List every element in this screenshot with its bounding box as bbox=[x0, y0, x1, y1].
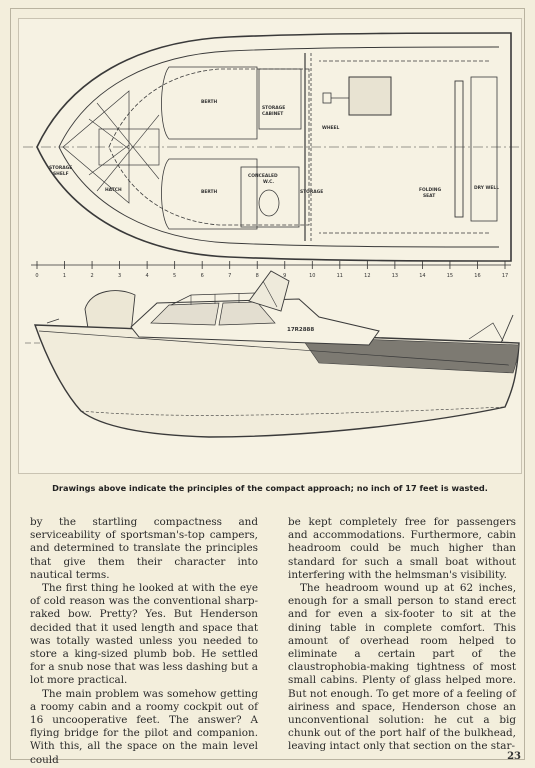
figure-caption: Drawings above indicate the principles of the compact approach; no inch of 17 feet is wasted. bbox=[52, 483, 488, 493]
scale-tick-label: 14 bbox=[419, 273, 426, 279]
scale-tick-label: 5 bbox=[173, 273, 177, 279]
label-berth-bottom: BERTH bbox=[201, 190, 218, 195]
label-storage-cabinet-2: CABINET bbox=[262, 112, 284, 117]
label-wc: W.C. bbox=[263, 180, 275, 185]
plan-labels bbox=[49, 99, 499, 199]
scale-tick-label: 1 bbox=[62, 273, 67, 279]
scale-tick-label: 8 bbox=[255, 273, 259, 279]
boat-plan-and-profile bbox=[19, 19, 523, 475]
scale-tick-label: 0 bbox=[35, 273, 39, 279]
scale-tick-label: 17 bbox=[501, 273, 509, 279]
label-berth-top: BERTH bbox=[201, 100, 218, 105]
registration-number: 17R2888 bbox=[287, 327, 315, 333]
paragraph: be kept completely free for passengers and accommodations. Furthermore, cabin headroom could be much higher than standard for such a small boat without interfering with the helmsman's visibility. bbox=[288, 516, 516, 581]
text-column-right bbox=[288, 516, 516, 754]
paragraph: The first thing he looked at with the eye of cold reason was the conventional sharp-raked bow. Pretty? Yes. But Henderson decided that it used length and space that was totally wasted unless you needed to store a king-sized plumb bob. He settled for a snub nose that was less dashing but a lot more practical. bbox=[30, 582, 258, 687]
scale-tick-label: 4 bbox=[145, 273, 149, 279]
page-number: 23 bbox=[507, 751, 521, 762]
paragraph: by the startling compactness and serviceability of sportsman's-top campers, and determined to translate the principles that give them their character into nautical terms. bbox=[30, 516, 258, 581]
label-folding: FOLDING bbox=[419, 188, 442, 193]
label-wheel: WHEEL bbox=[322, 126, 340, 131]
scale-tick-label: 10 bbox=[309, 273, 316, 279]
scale-tick-label: 3 bbox=[117, 273, 122, 279]
paragraph: The main problem was somehow getting a roomy cabin and a roomy cockpit out of 16 uncooperative feet. The answer? A flying bridge for the pilot and companion. With this, all the space on the main level could bbox=[30, 687, 258, 766]
text-column-left bbox=[30, 516, 258, 767]
scale-tick-label: 15 bbox=[446, 273, 454, 279]
scale-tick-label: 7 bbox=[228, 273, 232, 279]
label-hatch: HATCH bbox=[105, 188, 122, 193]
label-seat: SEAT bbox=[423, 194, 436, 199]
scale-tick-label: 11 bbox=[336, 273, 344, 279]
label-storage-shelf: STORAGE bbox=[49, 166, 73, 171]
boat-drawings bbox=[18, 18, 522, 474]
scale-tick-label: 12 bbox=[364, 273, 371, 279]
label-concealed: CONCEALED bbox=[248, 174, 278, 179]
label-storage-cabinet: STORAGE bbox=[262, 106, 286, 111]
scale-tick-label: 2 bbox=[90, 273, 94, 279]
paragraph: The headroom wound up at 62 inches, enough for a small person to stand erect and for even a six-footer to sit at the dining table in complete comfort. This amount of overhead room helped to eliminate a certain part of the claustrophobia-making tightness of most small cabins. Plenty of glass helped more. But not enough. To get more of a feeling of airiness and space, Henderson chose an unconventional solution: he cut a big chunk out of the port half of the bulkhead, leaving intact only that section on the star- bbox=[288, 582, 516, 753]
scale-tick-label: 13 bbox=[391, 273, 399, 279]
label-dry-well: DRY WELL bbox=[474, 186, 499, 191]
plan-view bbox=[23, 33, 519, 261]
label-storage-shelf-2: SHELF bbox=[53, 172, 69, 177]
scale-tick-label: 16 bbox=[474, 273, 481, 279]
scale-tick-label: 6 bbox=[200, 273, 204, 279]
scale-tick-label: 9 bbox=[283, 273, 287, 279]
label-storage: STORAGE bbox=[300, 190, 324, 195]
profile-view bbox=[25, 271, 519, 437]
